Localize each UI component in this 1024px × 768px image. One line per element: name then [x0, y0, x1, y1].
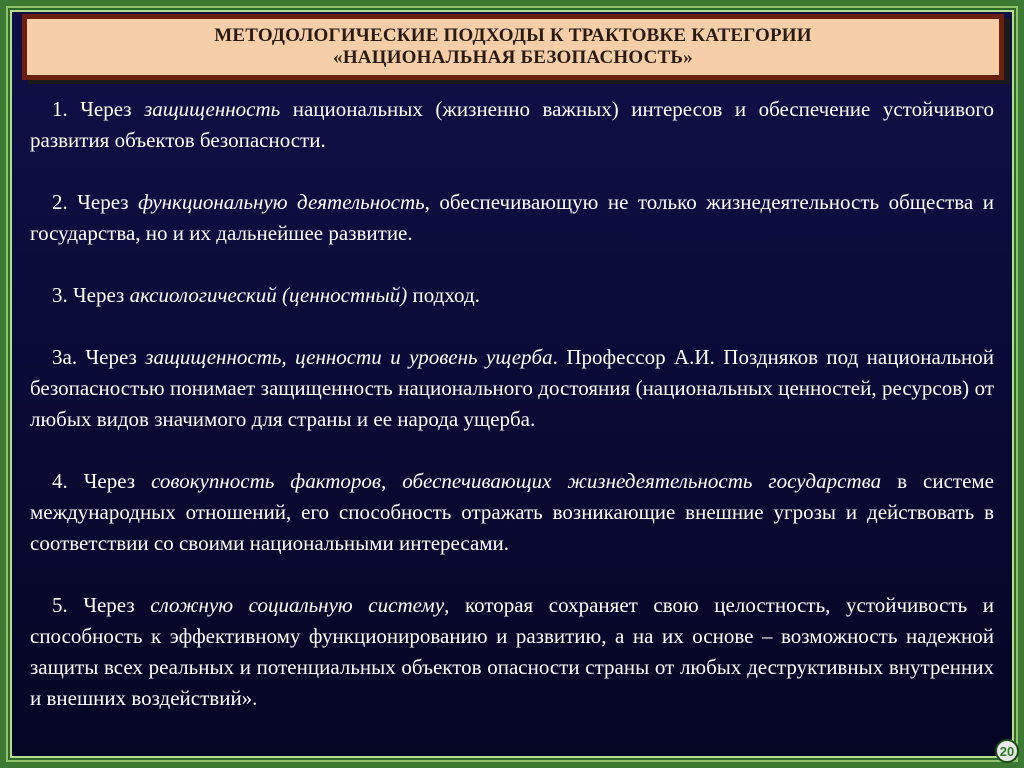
item-emphasis: совокупность факторов, обеспечивающих жизнедеятельность государства: [151, 469, 882, 493]
item-emphasis: защищенность: [144, 97, 281, 121]
title-line-1: МЕТОДОЛОГИЧЕСКИЕ ПОДХОДЫ К ТРАКТОВКЕ КАТЕГОРИИ: [214, 25, 812, 46]
item-prefix: 2. Через: [52, 190, 139, 214]
body-text: [30, 94, 994, 714]
item-emphasis: защищенность, ценности и уровень ущерба: [145, 345, 553, 369]
item-prefix: 3а. Через: [52, 345, 146, 369]
item-text: подход.: [407, 283, 480, 307]
list-item: [30, 187, 994, 249]
item-prefix: 5. Через: [52, 593, 151, 617]
list-item: [30, 590, 994, 714]
item-text: , обеспечивающую не только жизнедеятельность общества и государства, но и их дальнейшее развитие.: [30, 190, 994, 245]
item-text: в системе международных отношений, его способность отражать возникающие внешние угрозы и действовать в соответствии со своими национальными интересами.: [30, 469, 995, 555]
list-item: [30, 466, 994, 559]
item-emphasis: сложную социальную систему: [150, 593, 445, 617]
item-prefix: 4. Через: [52, 469, 152, 493]
page-number-badge: 20: [995, 739, 1019, 763]
item-text: национальных (жизненно важных) интересов и обеспечение устойчивого развития объектов безопасности.: [30, 97, 994, 152]
item-prefix: 1. Через: [52, 97, 145, 121]
item-emphasis: аксиологический (ценностный): [129, 283, 408, 307]
title-bar: [22, 14, 1004, 80]
item-emphasis: функциональную деятельность: [138, 190, 425, 214]
list-item: [30, 280, 994, 311]
title-line-2: «НАЦИОНАЛЬНАЯ БЕЗОПАСНОСТЬ»: [333, 47, 693, 68]
item-prefix: 3. Через: [52, 283, 130, 307]
item-text: , которая сохраняет свою целостность, устойчивость и способность к эффективному функционированию и развитию, а на их основе – возможность надежной защиты всех реальных и потенциальных объектов опасности страны от любых деструктивных внутренних и внешних воздействий».: [30, 593, 994, 710]
page-title: [27, 19, 999, 75]
list-item: [30, 342, 994, 435]
item-text: . Профессор А.И. Поздняков под национальной безопасностью понимает защищенность национального достояния (национальных ценностей, ресурсов) от любых видов значимого для страны и ее народа ущерба.: [30, 345, 994, 431]
list-item: [30, 94, 994, 156]
